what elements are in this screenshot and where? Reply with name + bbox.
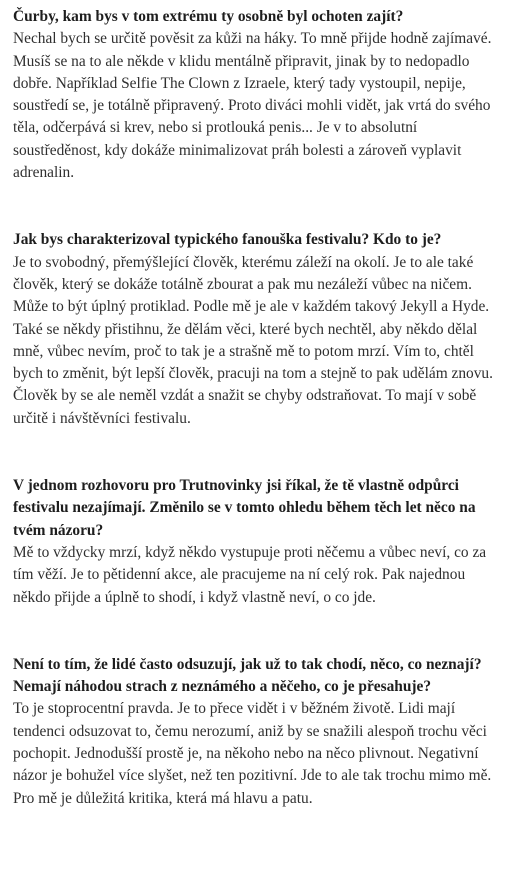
answer-text: To je stoprocentní pravda. Je to přece vidět i v běžném životě. Lidi mají tendenci odsuzovat to, čemu nerozumí, aniž by se snažili alespoň trochu věci pochopit. Jednodušší prostě je, na někoho nebo na něco plivnout. Negativní názor je bohužel více slyšet, než ten pozitivní. Jde to ale tak trochu mimo mě. Pro mě je důležitá kritika, která má hlavu a patu.: [13, 700, 492, 807]
question-text: Čurby, kam bys v tom extrému ty osobně byl ochoten zajít?: [13, 8, 404, 25]
answer-text: Je to svobodný, přemýšlející člověk, kterému záleží na okolí. Je to ale také člověk, který se dokáže totálně zbourat a pak mu nezáleží vůbec na ničem. Může to být úplný protiklad. Podle mě je ale v každém takový Jekyll a Hyde. Také se někdy přistihnu, že dělám věci, které bych nechtěl, aby někdo dělal mně, vůbec nevím, proč to tak je a strašně mě to potom mrzí. Vím to, chtěl bych to změnit, být lepší člověk, pracuji na tom a stejně to pak udělám znovu. Člověk by se ale neměl vzdát a snažit se chyby odstraňovat. To mají v sobě určitě i návštěvníci festivalu.: [13, 253, 493, 427]
question-text: V jednom rozhovoru pro Trutnovinky jsi říkal, že tě vlastně odpůrci festivalu nezajímají. Změnilo se v tomto ohledu během těch let něco na tvém názoru?: [13, 477, 476, 539]
answer-text: Mě to vždycky mrzí, když někdo vystupuje proti něčemu a vůbec neví, co za tím věží. Je to pětidenní akce, ale pracujeme na ní celý rok. Pak najednou někdo přijde a úplně to shodí, i když vlastně neví, o co jde.: [13, 543, 487, 606]
question-text: Jak bys charakterizoval typického fanouška festivalu? Kdo to je?: [13, 231, 442, 249]
question-text: Není to tím, že lidé často odsuzují, jak už to tak chodí, něco, co neznají? Nemají náhodou strach z neznámého a něčeho, co je přesahuje?: [13, 655, 482, 696]
qa-block: [13, 6, 501, 184]
answer-text: Nechal bych se určitě pověsit za kůži na háky. To mně přijde hodně zajímavé. Musíš se na to ale někde v klidu mentálně připravit, jinak by to nedopadlo dobře. Například Selfie The Clown z Izraele, který tady vystoupil, nepije, soustředí se, je totálně připravený. Proto diváci mohli vidět, jak vrtá do svého těla, odčerpává si krev, nebo si protlouká penis... Je v to absolutní soustředěnost, kdy dokáže minimalizovat práh bolesti a zároveň vyplavit adrenalin.: [13, 30, 492, 182]
qa-block: [13, 229, 501, 430]
qa-block: [13, 654, 501, 810]
interview-article: [13, 6, 501, 855]
qa-block: [13, 475, 501, 609]
